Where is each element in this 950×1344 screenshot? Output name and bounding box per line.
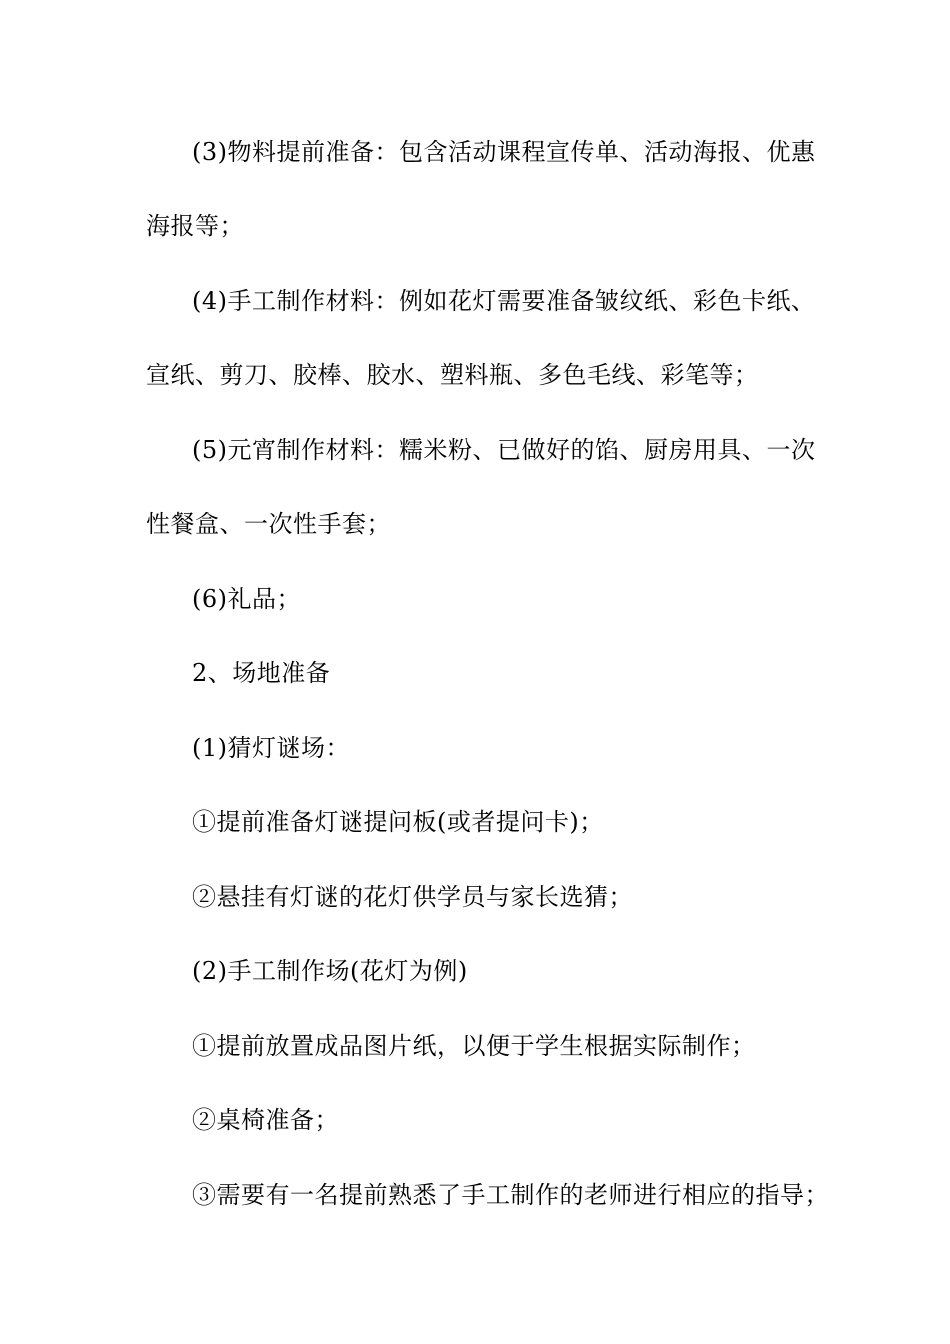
paragraph-line: (4)手工制作材料：例如花灯需要准备皱纹纸、彩色卡纸、 [192,287,816,315]
paragraph-line: ①提前准备灯谜提问板(或者提问卡)； [192,808,604,836]
paragraph-line: 宣纸、剪刀、胶棒、胶水、塑料瓶、多色毛线、彩笔等； [146,361,759,389]
paragraph-line: (2)手工制作场(花灯为例) [192,957,468,985]
paragraph-line: 海报等； [146,212,244,240]
paragraph-line: ①提前放置成品图片纸，以便于学生根据实际制作； [192,1032,756,1060]
paragraph-line: 性餐盒、一次性手套； [146,510,391,538]
paragraph-line: (1)猜灯谜场： [192,734,350,762]
paragraph-line: (5)元宵制作材料：糯米粉、已做好的馅、厨房用具、一次 [192,436,816,464]
paragraph-line: (6)礼品； [192,585,301,613]
paragraph-line: ②悬挂有灯谜的花灯供学员与家长选猜； [192,883,633,911]
paragraph-line: (3)物料提前准备：包含活动课程宣传单、活动海报、优惠 [192,138,816,166]
section-heading: 2、场地准备 [192,659,331,687]
paragraph-line: ②桌椅准备； [192,1106,339,1134]
paragraph-line: ③需要有一名提前熟悉了手工制作的老师进行相应的指导； [192,1181,829,1209]
